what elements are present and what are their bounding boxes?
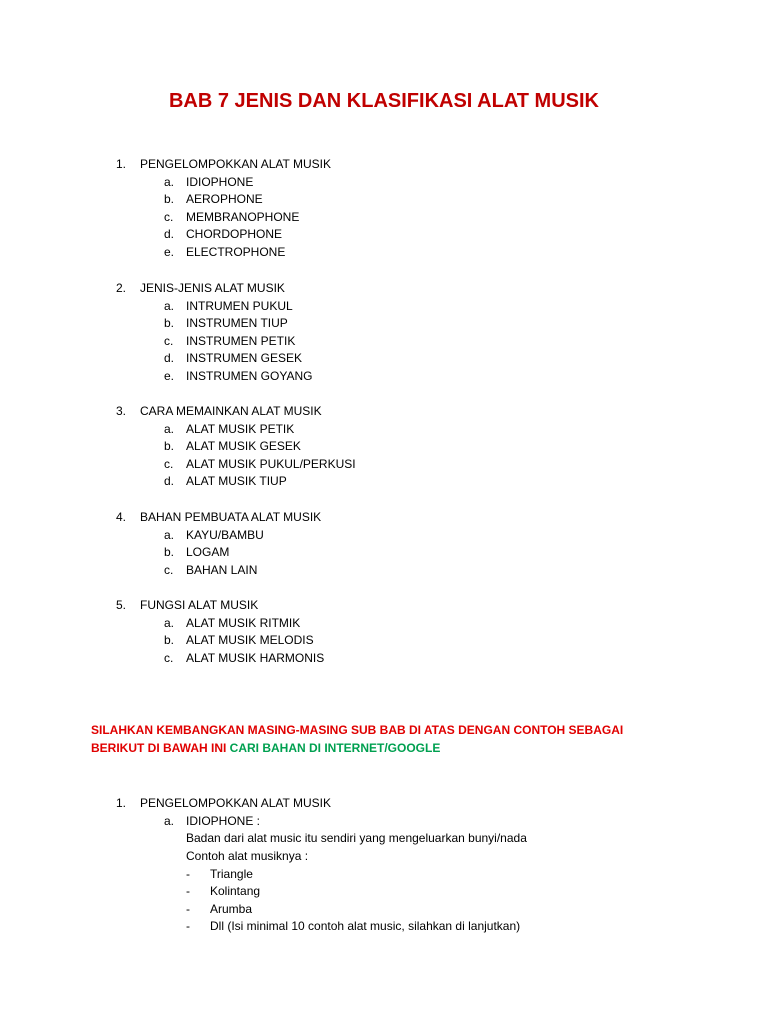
- section-title: FUNGSI ALAT MUSIK: [140, 598, 259, 612]
- list-item-letter: a.: [164, 422, 175, 436]
- section-number: 4.: [116, 510, 127, 524]
- list-item: ALAT MUSIK PUKUL/PERKUSI: [186, 457, 356, 471]
- bullet-item: Triangle: [210, 867, 253, 881]
- list-item: MEMBRANOPHONE: [186, 210, 300, 224]
- list-item-letter: b.: [164, 192, 175, 206]
- list-item: ALAT MUSIK PETIK: [186, 422, 295, 436]
- section-number: 1.: [116, 157, 127, 171]
- list-item-letter: c.: [164, 334, 174, 348]
- section-number: 5.: [116, 598, 127, 612]
- section-number: 2.: [116, 281, 127, 295]
- instruction-line-2: [91, 740, 440, 756]
- list-item: INTRUMEN PUKUL: [186, 299, 293, 313]
- list-item: ELECTROPHONE: [186, 245, 286, 259]
- list-item-letter: c.: [164, 210, 174, 224]
- list-item: INSTRUMEN TIUP: [186, 316, 288, 330]
- list-item: LOGAM: [186, 545, 230, 559]
- instruction-line-1: SILAHKAN KEMBANGKAN MASING-MASING SUB BAB DI ATAS DENGAN CONTOH SEBAGAI: [91, 723, 624, 737]
- list-item: INSTRUMEN GESEK: [186, 351, 303, 365]
- list-item: ALAT MUSIK RITMIK: [186, 616, 301, 630]
- list-item-letter: d.: [164, 474, 175, 488]
- list-item-letter: c.: [164, 651, 174, 665]
- bullet-item: Arumba: [210, 902, 253, 916]
- section-number: 3.: [116, 404, 127, 418]
- list-item-letter: d.: [164, 227, 175, 241]
- list-item-letter: b.: [164, 633, 175, 647]
- list-item-letter: b.: [164, 316, 175, 330]
- example-sub-title: IDIOPHONE :: [186, 814, 261, 828]
- list-item-letter: a.: [164, 299, 175, 313]
- document-title: BAB 7 JENIS DAN KLASIFIKASI ALAT MUSIK: [168, 90, 600, 112]
- bullet-dash: -: [186, 884, 190, 898]
- list-item: ALAT MUSIK TIUP: [186, 474, 287, 488]
- list-item-letter: c.: [164, 563, 174, 577]
- list-item-letter: a.: [164, 175, 175, 189]
- example-examples-label: Contoh alat musiknya :: [186, 849, 309, 863]
- example-description: Badan dari alat music itu sendiri yang mengeluarkan bunyi/nada: [186, 831, 527, 845]
- list-item: BAHAN LAIN: [186, 563, 258, 577]
- list-item: CHORDOPHONE: [186, 227, 283, 241]
- list-item: KAYU/BAMBU: [186, 528, 264, 542]
- list-item: AEROPHONE: [186, 192, 263, 206]
- instruction-red-text: BERIKUT DI BAWAH INI: [91, 741, 230, 755]
- list-item-letter: e.: [164, 369, 175, 383]
- list-item-letter: b.: [164, 439, 175, 453]
- bullet-dash: -: [186, 902, 190, 916]
- list-item: INSTRUMEN GOYANG: [186, 369, 313, 383]
- list-item: ALAT MUSIK MELODIS: [186, 633, 314, 647]
- bullet-item: Kolintang: [210, 884, 261, 898]
- list-item-letter: a.: [164, 616, 175, 630]
- list-item-letter: b.: [164, 545, 175, 559]
- section-title: PENGELOMPOKKAN ALAT MUSIK: [140, 157, 331, 171]
- list-item: ALAT MUSIK HARMONIS: [186, 651, 325, 665]
- section-title: CARA MEMAINKAN ALAT MUSIK: [140, 404, 322, 418]
- example-number: 1.: [116, 796, 127, 810]
- list-item-letter: c.: [164, 457, 174, 471]
- list-item: INSTRUMEN PETIK: [186, 334, 296, 348]
- list-item-letter: d.: [164, 351, 175, 365]
- bullet-dash: -: [186, 867, 190, 881]
- list-item: ALAT MUSIK GESEK: [186, 439, 301, 453]
- example-sub-letter: a.: [164, 814, 175, 828]
- bullet-item: Dll (Isi minimal 10 contoh alat music, silahkan di lanjutkan): [210, 919, 521, 933]
- list-item-letter: a.: [164, 528, 175, 542]
- bullet-dash: -: [186, 919, 190, 933]
- section-title: BAHAN PEMBUATA ALAT MUSIK: [140, 510, 322, 524]
- list-item: IDIOPHONE: [186, 175, 254, 189]
- section-title: JENIS-JENIS ALAT MUSIK: [140, 281, 285, 295]
- example-title: PENGELOMPOKKAN ALAT MUSIK: [140, 796, 331, 810]
- list-item-letter: e.: [164, 245, 175, 259]
- instruction-green-text: CARI BAHAN DI INTERNET/GOOGLE: [229, 741, 441, 755]
